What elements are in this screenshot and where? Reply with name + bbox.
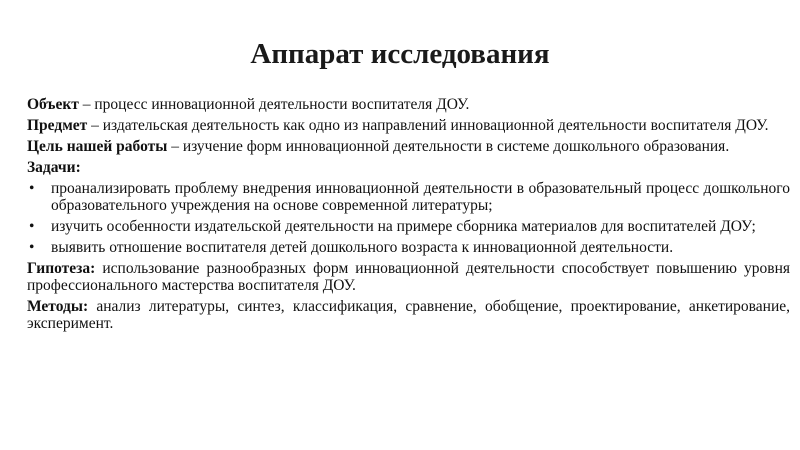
list-item	[27, 180, 790, 214]
task-text: изучить особенности издательской деятельности на примере сборника материалов для воспитателей ДОУ;	[51, 218, 756, 235]
goal-text: – изучение форм инновационной деятельности в системе дошкольного образования.	[167, 138, 730, 155]
task-text: выявить отношение воспитателя детей дошкольного возраста к инновационной деятельности.	[51, 239, 674, 256]
list-item	[27, 218, 790, 235]
task-text: проанализировать проблему внедрения инновационной деятельности в образовательный процесс дошкольного образовательного учреждения на основе современной литературы;	[51, 180, 790, 214]
methods-paragraph	[27, 298, 790, 332]
list-item	[27, 239, 790, 256]
methods-text: анализ литературы, синтез, классификация, сравнение, обобщение, проектирование, анкетирование, эксперимент.	[27, 298, 790, 332]
tasks-list	[27, 180, 790, 256]
subject-paragraph	[27, 117, 790, 134]
bullet-icon: •	[29, 239, 35, 256]
object-text: – процесс инновационной деятельности воспитателя ДОУ.	[78, 96, 470, 113]
slide-title: Аппарат исследования	[250, 38, 550, 70]
object-label: Объект	[27, 96, 79, 113]
bullet-icon: •	[29, 218, 35, 235]
methods-label: Методы:	[27, 298, 89, 315]
subject-label: Предмет	[27, 117, 88, 134]
object-paragraph	[27, 96, 790, 113]
tasks-heading: Задачи:	[27, 159, 81, 176]
goal-paragraph	[27, 138, 790, 155]
hypothesis-label: Гипотеза:	[27, 260, 96, 277]
bullet-icon: •	[29, 180, 35, 197]
hypothesis-text: использование разнообразных форм инновационной деятельности способствует повышению уровня профессионального мастерства воспитателя ДОУ.	[27, 260, 790, 294]
slide-body	[27, 96, 790, 336]
subject-text: – издательская деятельность как одно из направлений инновационной деятельности воспитателя ДОУ.	[87, 117, 769, 134]
goal-label: Цель нашей работы	[27, 138, 168, 155]
hypothesis-paragraph	[27, 260, 790, 294]
